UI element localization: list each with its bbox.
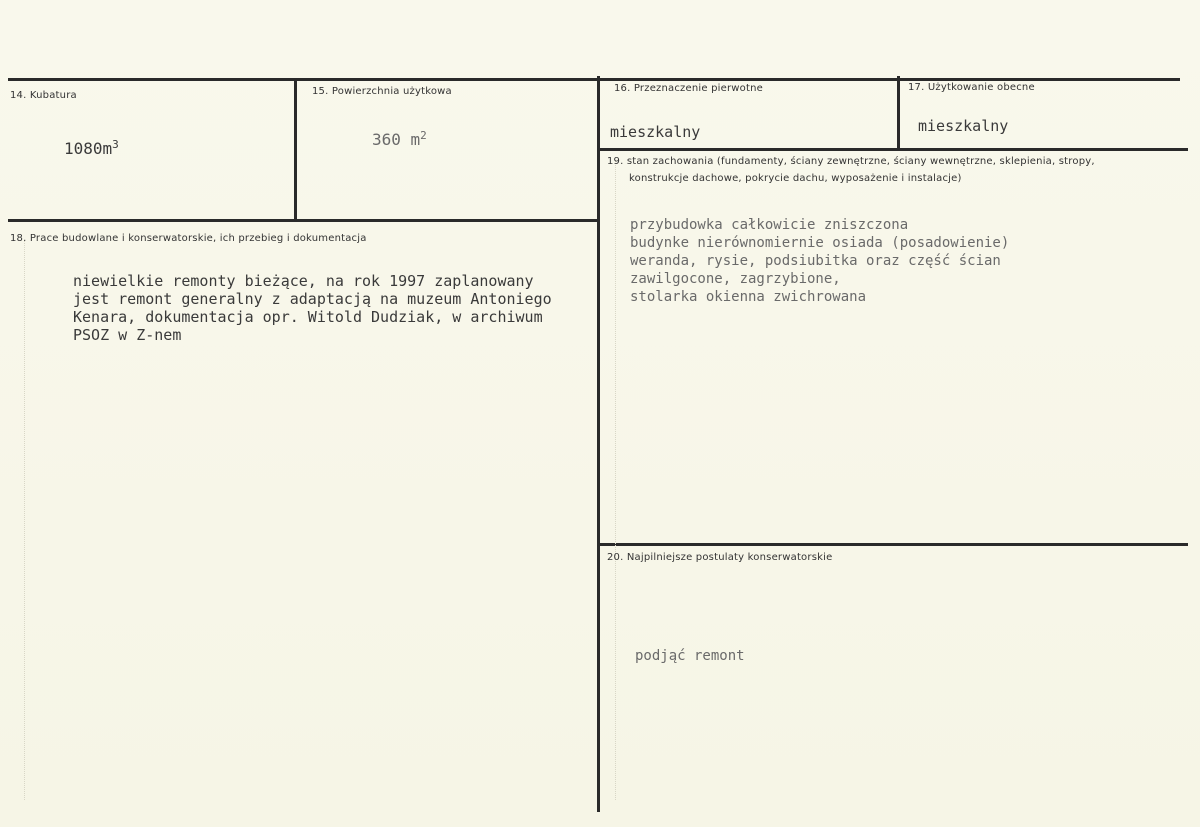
field-20-value: podjąć remont	[635, 648, 745, 664]
rule-under-16-17	[599, 148, 1188, 151]
field-15-superscript: 2	[420, 129, 427, 142]
rule-under-19	[599, 543, 1188, 546]
field-18-line: niewielkie remonty bieżące, na rok 1997 zaplanowany	[73, 272, 534, 290]
field-15-value: 360 $m^2$	[372, 129, 427, 149]
divider-16-17	[897, 76, 900, 150]
divider-14-15	[294, 80, 297, 222]
field-19-line: przybudowka całkowicie zniszczona	[630, 217, 909, 233]
field-19-label-line: 19. stan zachowania (fundamenty, ściany zewnętrzne, ściany wewnętrzne, sklepienia, stropy,	[607, 156, 1095, 167]
top-rule	[8, 78, 1180, 81]
center-divider	[597, 76, 600, 812]
field-16-value: mieszkalny	[610, 123, 701, 141]
field-14-superscript: 3	[112, 138, 119, 151]
guide-line	[24, 240, 25, 800]
field-14-label: 14. Kubatura	[10, 90, 77, 101]
field-18-line: jest remont generalny z adaptacją na muzeum Antoniego	[73, 290, 552, 308]
field-19-label	[607, 153, 1187, 187]
field-18-line: Kenara, dokumentacja opr. Witold Dudziak, w archiwum	[73, 308, 543, 326]
field-19-text	[630, 216, 1009, 306]
field-18-line: PSOZ w Z-nem	[73, 326, 182, 344]
field-19-line: stolarka okienna zwichrowana	[630, 289, 867, 305]
field-16-label: 16. Przeznaczenie pierwotne	[614, 83, 764, 94]
field-17-value: mieszkalny	[918, 117, 1009, 135]
field-19-label-line: konstrukcje dachowe, pokrycie dachu, wyposażenie i instalacje)	[629, 173, 962, 184]
rule-under-14-15	[8, 219, 598, 222]
field-14-value: $1080m^3$	[64, 138, 119, 158]
field-19-line: budynke nierównomiernie osiada (posadowienie)	[630, 235, 1010, 251]
field-19-line: zawilgocone, zagrzybione,	[630, 271, 841, 287]
guide-line	[615, 160, 616, 800]
field-18-text	[73, 272, 552, 344]
field-18-label: 18. Prace budowlane i konserwatorskie, ich przebieg i dokumentacja	[10, 233, 367, 244]
field-19-line: weranda, rysie, podsiubitka oraz część ścian	[630, 253, 1001, 269]
field-15-label: 15. Powierzchnia użytkowa	[312, 86, 452, 97]
field-17-label: 17. Użytkowanie obecne	[908, 82, 1035, 93]
field-20-label: 20. Najpilniejsze postulaty konserwatorskie	[607, 552, 833, 563]
